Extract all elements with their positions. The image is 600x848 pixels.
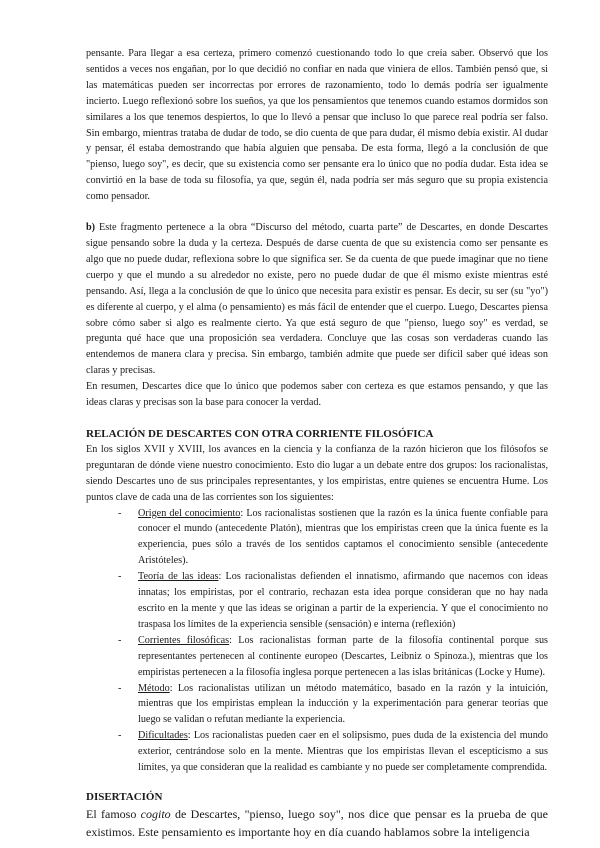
paragraph-disertacion <box>86 805 548 841</box>
list-dash: - <box>118 682 122 694</box>
point-text: : Los racionalistas utilizan un método matemático, basado en la razón y la intuición, mientras que los empiristas emplean la inducción y la experimentación para generar teorías que luego se validan o refutan mediante la experiencia. <box>138 682 548 726</box>
point-text: : Los racionalistas forman parte de la filosofía continental porque sus representantes pertenecen al continente europeo (Descartes, Leibniz o Spinoza.), mientras que los empiristas pertenecen a la filosofía inglesa porque pertenecen a las islas británicas (Locke y Hume). <box>138 634 548 678</box>
disertacion-text-after: de Descartes, "pienso, luego soy", nos dice que pensar es la prueba de que existimos. Este pensamiento es importante hoy en día cuando hablamos sobre la inteligencia <box>86 806 548 839</box>
list-dash: - <box>118 507 122 519</box>
spacer <box>86 205 548 220</box>
disertacion-italic-term: cogito <box>140 806 171 821</box>
point-title: Corrientes filosóficas <box>138 634 230 646</box>
point-text: : Los racionalistas sostienen que la razón es la única fuente confiable para conocer el mundo (antecedente Platón), mientras que los empiristas creen que la única fuente es la experiencia, pues sólo a través de los sentidos captamos el conocimiento sensible (antecedente Aristóteles). <box>138 507 548 567</box>
list-item <box>118 506 548 570</box>
disertacion-text-before: El famoso <box>86 806 141 821</box>
key-points-list <box>86 506 548 776</box>
paragraph-fragment-b-text: Este fragmento pertenece a la obra “Discurso del método, cuarta parte” de Descartes, en donde Descartes sigue pensando sobre la duda y la certeza. Después de darse cuenta de que su existencia como ser pensante es algo que no puede dudar, reflexiona sobre lo que significa ser. Se da cuenta de que puede imaginar que no tiene cuerpo y que el mundo a su alrededor no existe, pero no puede dudar de que él mismo existe mientras esté pensando. Así, llega a la conclusión de que lo único que necesita para existir es pensar. Es decir, su ser (su "yo") es diferente al cuerpo, y el alma (o pensamiento) es más fácil de entender que el cuerpo. Luego, Descartes piensa sobre cómo saber si algo es realmente cierto. Ya que está seguro de que "pienso, luego soy" es verdad, se pregunta qué hace que una proposición sea verdadera. Concluye que las cosas son verdaderas cuando las entendemos de manera clara y precisa. Sin embargo, también admite que puede ser difícil saber qué ideas son claras y precisas. <box>86 222 548 377</box>
list-item <box>118 569 548 633</box>
list-dash: - <box>118 730 122 742</box>
list-item <box>118 681 548 729</box>
section-label-b: b) <box>86 222 96 234</box>
paragraph-cogito-summary: pensante. Para llegar a esa certeza, primero comenzó cuestionando todo lo que creía saber. Observó que los sentidos a veces nos engañan, por lo que decidió no confiar en nada que viniera de ellos. También pensó que, si las matemáticas pueden ser incorrectas por errores de razonamiento, todo lo demás podría ser igualmente incierto. Luego reflexionó sobre los sueños, ya que los pensamientos que tenemos cuando estamos dormidos son similares a los que tenemos despiertos, lo que lo llevó a pensar que incluso lo que parece real podría ser falso. Sin embargo, mientras trataba de dudar de todo, se dio cuenta de que para dudar, él mismo debía existir. Al dudar y pensar, él estaba demostrando que había alguien que pensaba. De esta forma, llegó a la conclusión de que "pienso, luego soy", es decir, que su existencia como ser pensante era lo único que no podía dudar. Esta idea se convirtió en la base de toda su filosofía, ya que, según él, nada podría ser más seguro que su propia existencia como pensador. <box>86 48 548 203</box>
point-title: Teoría de las ideas <box>138 571 219 583</box>
point-title: Método <box>138 682 170 694</box>
list-item <box>118 633 548 681</box>
point-title: Origen del conocimiento <box>138 507 241 519</box>
paragraph-fragment-b <box>86 220 548 379</box>
list-dash: - <box>118 634 122 646</box>
list-dash: - <box>118 571 122 583</box>
point-title: Dificultades <box>138 730 188 742</box>
point-text: : Los racionalistas defienden el innatismo, afirmando que nacemos con ideas innatas; los empiristas, por el contrario, rechazan esta idea porque consideran que no hay nada escrito en la mente y que las ideas se originan a partir de la experiencia. Y que el conocimiento no traspasa los límites de la experiencia sensible (sensación) e interna (reflexión) <box>138 571 548 630</box>
heading-disertacion: DISERTACIÓN <box>86 790 163 803</box>
paragraph-relacion-intro: En los siglos XVII y XVIII, los avances en la ciencia y la confianza de la razón hicieron que los filósofos se preguntaran de dónde viene nuestro conocimiento. Esto dio lugar a un debate entre dos grupos: los racionalistas, siendo Descartes uno de sus principales representantes, y los empiristas, entre quienes se encuentra Hume. Los puntos clave de cada una de las corrientes son los siguientes: <box>86 443 548 503</box>
heading-relacion: RELACIÓN DE DESCARTES CON OTRA CORRIENTE FILOSÓFICA <box>86 427 434 440</box>
paragraph-summary: En resumen, Descartes dice que lo único que podemos saber con certeza es que estamos pensando, y que las ideas claras y precisas son la base para conocer la verdad. <box>86 381 548 409</box>
point-text: : Los racionalistas pueden caer en el solipsismo, pues duda de la existencia del mundo exterior, centrándose solo en la mente. Mientras que los empiristas llevan el escepticismo a sus límites, ya que consideran que la realidad es cambiante y no puede ser completamente comprendida. <box>138 730 548 774</box>
list-item <box>118 728 548 776</box>
